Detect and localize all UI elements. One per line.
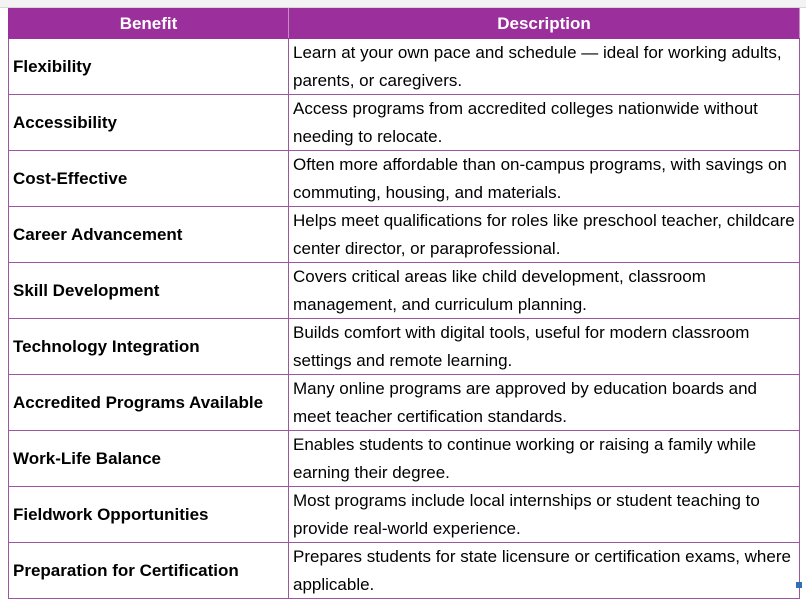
table-row [9,39,800,95]
description-cell[interactable]: Often more affordable than on-campus programs, with savings on commuting, housing, and materials. [289,151,800,207]
benefit-cell[interactable]: Skill Development [9,263,289,319]
benefit-cell[interactable]: Preparation for Certification [9,543,289,599]
table-row [9,431,800,487]
description-cell[interactable]: Enables students to continue working or raising a family while earning their degree. [289,431,800,487]
description-cell[interactable]: Prepares students for state licensure or certification exams, where applicable. [289,543,800,599]
description-cell[interactable]: Learn at your own pace and schedule — ideal for working adults, parents, or caregivers. [289,39,800,95]
description-cell[interactable]: Most programs include local internships or student teaching to provide real-world experience. [289,487,800,543]
benefit-cell[interactable]: Fieldwork Opportunities [9,487,289,543]
table-row [9,151,800,207]
resize-handle-icon[interactable] [796,582,802,588]
table-row [9,487,800,543]
benefit-cell[interactable]: Accessibility [9,95,289,151]
description-cell[interactable]: Many online programs are approved by education boards and meet teacher certification standards. [289,375,800,431]
header-description[interactable]: Description [289,9,800,39]
header-row [9,9,800,39]
benefit-cell[interactable]: Flexibility [9,39,289,95]
table-row [9,543,800,599]
table-row [9,207,800,263]
sheet-top-strip [0,0,806,8]
description-cell[interactable]: Covers critical areas like child development, classroom management, and curriculum planning. [289,263,800,319]
benefits-table [8,8,800,599]
table-row [9,95,800,151]
benefit-cell[interactable]: Career Advancement [9,207,289,263]
description-cell[interactable]: Helps meet qualifications for roles like preschool teacher, childcare center director, or paraprofessional. [289,207,800,263]
benefit-cell[interactable]: Technology Integration [9,319,289,375]
description-cell[interactable]: Builds comfort with digital tools, useful for modern classroom settings and remote learning. [289,319,800,375]
benefit-cell[interactable]: Accredited Programs Available [9,375,289,431]
table-row [9,375,800,431]
table-row [9,319,800,375]
benefit-cell[interactable]: Work-Life Balance [9,431,289,487]
description-cell[interactable]: Access programs from accredited colleges nationwide without needing to relocate. [289,95,800,151]
benefit-cell[interactable]: Cost-Effective [9,151,289,207]
header-benefit[interactable]: Benefit [9,9,289,39]
table-row [9,263,800,319]
